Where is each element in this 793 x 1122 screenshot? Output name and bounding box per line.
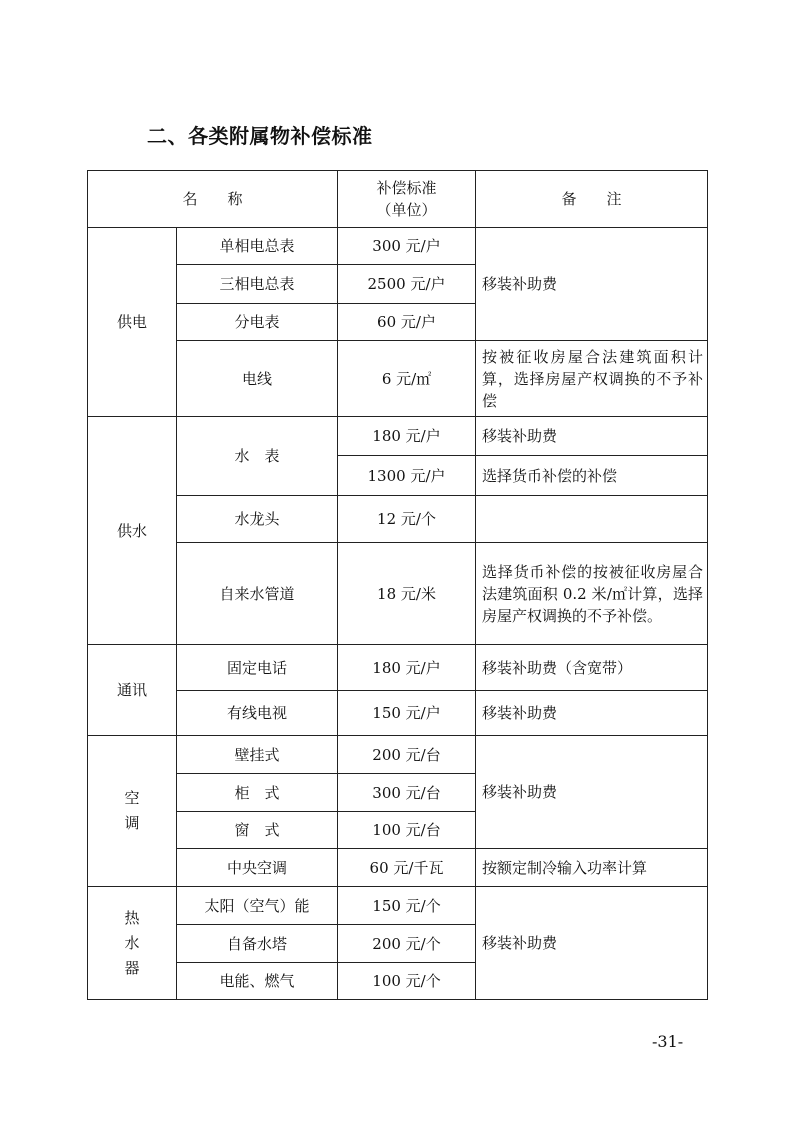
item-name: 自备水塔 — [177, 925, 338, 963]
item-standard: 300 元/台 — [338, 774, 476, 812]
item-standard: 300 元/户 — [338, 228, 476, 265]
item-note: 按额定制冷输入功率计算 — [476, 849, 708, 887]
item-name: 中央空调 — [177, 849, 338, 887]
item-standard: 100 元/台 — [338, 812, 476, 849]
header-standard-line2: （单位） — [376, 201, 437, 219]
table-row — [88, 691, 708, 736]
item-name: 窗 式 — [177, 812, 338, 849]
item-name: 壁挂式 — [177, 736, 338, 774]
item-name: 水龙头 — [177, 496, 338, 543]
category-ac: 空调 — [88, 736, 177, 887]
table-row — [88, 496, 708, 543]
item-name: 三相电总表 — [177, 265, 338, 304]
table-row — [88, 736, 708, 774]
item-note: 移装补助费 — [476, 417, 708, 456]
table-row — [88, 228, 708, 265]
header-standard — [338, 171, 476, 228]
item-note: 选择货币补偿的补偿 — [476, 456, 708, 496]
item-name: 有线电视 — [177, 691, 338, 736]
compensation-table — [87, 170, 708, 1000]
item-name: 分电表 — [177, 304, 338, 341]
item-standard: 2500 元/户 — [338, 265, 476, 304]
item-name: 固定电话 — [177, 645, 338, 691]
item-standard: 6 元/㎡ — [338, 341, 476, 417]
item-note: 移装补助费（含宽带） — [476, 645, 708, 691]
item-note: 选择货币补偿的按被征收房屋合法建筑面积 0.2 米/㎡计算，选择房屋产权调换的不予补偿。 — [476, 543, 708, 645]
item-name: 单相电总表 — [177, 228, 338, 265]
item-note: 移装补助费 — [476, 736, 708, 849]
item-standard: 12 元/个 — [338, 496, 476, 543]
category-heater: 热水器 — [88, 887, 177, 1000]
item-standard: 1300 元/户 — [338, 456, 476, 496]
category-water: 供水 — [88, 417, 177, 645]
item-note: 移装补助费 — [476, 691, 708, 736]
item-name: 自来水管道 — [177, 543, 338, 645]
item-name: 太阳（空气）能 — [177, 887, 338, 925]
item-name: 柜 式 — [177, 774, 338, 812]
item-name: 电能、燃气 — [177, 963, 338, 1000]
item-standard: 200 元/台 — [338, 736, 476, 774]
item-standard: 60 元/户 — [338, 304, 476, 341]
category-comm: 通讯 — [88, 645, 177, 736]
item-standard: 180 元/户 — [338, 417, 476, 456]
item-note: 按被征收房屋合法建筑面积计算，选择房屋产权调换的不予补偿 — [476, 341, 708, 417]
table-row — [88, 417, 708, 456]
item-name: 水 表 — [177, 417, 338, 496]
category-power: 供电 — [88, 228, 177, 417]
item-standard: 200 元/个 — [338, 925, 476, 963]
item-standard: 150 元/个 — [338, 887, 476, 925]
item-note-empty — [476, 496, 708, 543]
item-note: 移装补助费 — [476, 228, 708, 341]
header-note: 备 注 — [476, 171, 708, 228]
header-name: 名 称 — [88, 171, 338, 228]
item-standard: 100 元/个 — [338, 963, 476, 1000]
table-header-row — [88, 171, 708, 228]
table-row — [88, 887, 708, 925]
header-standard-line1: 补偿标准 — [376, 179, 437, 197]
page-number: -31- — [652, 1032, 684, 1051]
item-name: 电线 — [177, 341, 338, 417]
table-row — [88, 849, 708, 887]
item-standard: 60 元/千瓦 — [338, 849, 476, 887]
table-row — [88, 341, 708, 417]
item-standard: 150 元/户 — [338, 691, 476, 736]
table-row — [88, 645, 708, 691]
section-heading: 二、各类附属物补偿标准 — [147, 124, 373, 148]
table-row — [88, 543, 708, 645]
item-standard: 180 元/户 — [338, 645, 476, 691]
item-standard: 18 元/米 — [338, 543, 476, 645]
item-note: 移装补助费 — [476, 887, 708, 1000]
